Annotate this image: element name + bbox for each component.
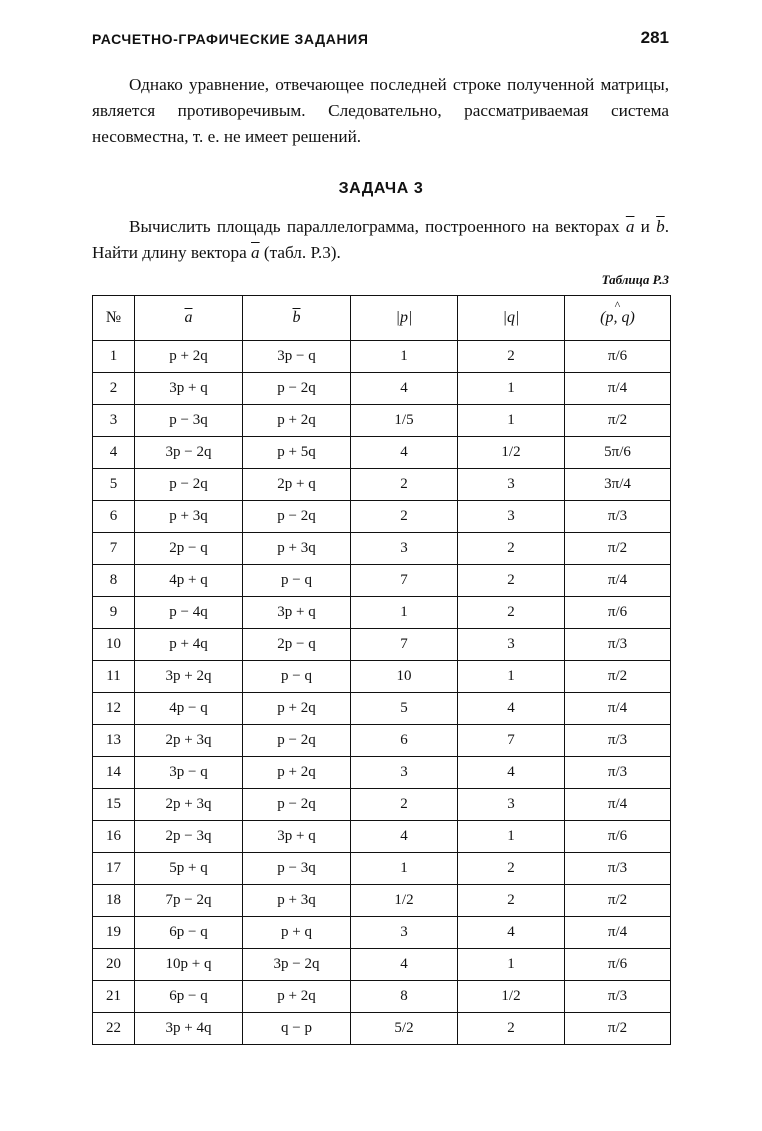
cell-number: 21 bbox=[93, 981, 135, 1013]
cell-p-magnitude: 1 bbox=[351, 597, 458, 629]
cell-number: 2 bbox=[93, 373, 135, 405]
table-row bbox=[93, 821, 671, 853]
cell-p-magnitude: 1/5 bbox=[351, 405, 458, 437]
header-vector-a: $\overline{a}$ bbox=[135, 296, 243, 341]
cell-vector-b: p − q bbox=[243, 661, 351, 693]
cell-q-magnitude: 4 bbox=[458, 917, 565, 949]
table-row bbox=[93, 981, 671, 1013]
vector-a-symbol: $\overline{a}$ bbox=[625, 217, 635, 236]
cell-p-magnitude: 3 bbox=[351, 917, 458, 949]
cell-number: 9 bbox=[93, 597, 135, 629]
cell-vector-b: p − 2q bbox=[243, 789, 351, 821]
cell-number: 5 bbox=[93, 469, 135, 501]
cell-p-magnitude: 1 bbox=[351, 341, 458, 373]
cell-q-magnitude: 1/2 bbox=[458, 981, 565, 1013]
cell-vector-b: p + 5q bbox=[243, 437, 351, 469]
table-row bbox=[93, 597, 671, 629]
cell-q-magnitude: 1 bbox=[458, 821, 565, 853]
cell-angle: π/3 bbox=[565, 853, 671, 885]
cell-number: 14 bbox=[93, 757, 135, 789]
cell-q-magnitude: 2 bbox=[458, 853, 565, 885]
vector-a-symbol-2: $\overline{a}$ bbox=[251, 243, 260, 262]
cell-angle: π/4 bbox=[565, 373, 671, 405]
cell-p-magnitude: 7 bbox=[351, 629, 458, 661]
table-caption: Таблица Р.3 bbox=[601, 272, 669, 287]
cell-vector-b: p − 2q bbox=[243, 725, 351, 757]
cell-vector-b: 2p − q bbox=[243, 629, 351, 661]
table-row bbox=[93, 565, 671, 597]
task-text-1: Вычислить площадь параллелограмма, построенного на векторах bbox=[129, 217, 626, 236]
cell-number: 13 bbox=[93, 725, 135, 757]
cell-vector-a: p − 2q bbox=[135, 469, 243, 501]
cell-vector-a: 6p − q bbox=[135, 981, 243, 1013]
cell-vector-a: 3p + 2q bbox=[135, 661, 243, 693]
cell-q-magnitude: 3 bbox=[458, 501, 565, 533]
table-row bbox=[93, 949, 671, 981]
cell-p-magnitude: 5/2 bbox=[351, 1013, 458, 1045]
cell-vector-a: 2p + 3q bbox=[135, 725, 243, 757]
task-text-2: . Найти длину вектора bbox=[92, 217, 669, 262]
header-q-magnitude: |q| bbox=[458, 296, 565, 341]
cell-q-magnitude: 2 bbox=[458, 1013, 565, 1045]
cell-q-magnitude: 2 bbox=[458, 533, 565, 565]
cell-vector-b: 3p + q bbox=[243, 821, 351, 853]
table-row bbox=[93, 693, 671, 725]
cell-q-magnitude: 1 bbox=[458, 949, 565, 981]
cell-q-magnitude: 2 bbox=[458, 341, 565, 373]
cell-angle: π/3 bbox=[565, 501, 671, 533]
cell-p-magnitude: 3 bbox=[351, 533, 458, 565]
cell-vector-b: p − q bbox=[243, 565, 351, 597]
cell-number: 4 bbox=[93, 437, 135, 469]
cell-vector-a: p − 3q bbox=[135, 405, 243, 437]
cell-angle: π/6 bbox=[565, 597, 671, 629]
table-row bbox=[93, 1013, 671, 1045]
cell-vector-b: p + 3q bbox=[243, 533, 351, 565]
cell-p-magnitude: 5 bbox=[351, 693, 458, 725]
page-number: 281 bbox=[640, 28, 669, 47]
cell-angle: π/3 bbox=[565, 757, 671, 789]
table-row bbox=[93, 629, 671, 661]
cell-angle: π/3 bbox=[565, 725, 671, 757]
table-row bbox=[93, 885, 671, 917]
cell-vector-a: p + 4q bbox=[135, 629, 243, 661]
cell-vector-a: 3p + q bbox=[135, 373, 243, 405]
cell-q-magnitude: 2 bbox=[458, 565, 565, 597]
cell-p-magnitude: 6 bbox=[351, 725, 458, 757]
cell-p-magnitude: 2 bbox=[351, 789, 458, 821]
cell-p-magnitude: 1 bbox=[351, 853, 458, 885]
cell-vector-b: p − 3q bbox=[243, 853, 351, 885]
cell-p-magnitude: 10 bbox=[351, 661, 458, 693]
cell-vector-a: 6p − q bbox=[135, 917, 243, 949]
cell-vector-a: 7p − 2q bbox=[135, 885, 243, 917]
cell-p-magnitude: 2 bbox=[351, 501, 458, 533]
cell-number: 7 bbox=[93, 533, 135, 565]
cell-q-magnitude: 4 bbox=[458, 693, 565, 725]
data-table bbox=[92, 295, 671, 1045]
cell-angle: 3π/4 bbox=[565, 469, 671, 501]
cell-q-magnitude: 3 bbox=[458, 629, 565, 661]
cell-number: 16 bbox=[93, 821, 135, 853]
cell-vector-a: 3p − 2q bbox=[135, 437, 243, 469]
cell-number: 12 bbox=[93, 693, 135, 725]
cell-number: 15 bbox=[93, 789, 135, 821]
cell-vector-a: 2p − 3q bbox=[135, 821, 243, 853]
cell-q-magnitude: 2 bbox=[458, 885, 565, 917]
cell-vector-b: 3p − 2q bbox=[243, 949, 351, 981]
task-text-conj: и bbox=[634, 217, 657, 236]
cell-angle: π/2 bbox=[565, 661, 671, 693]
cell-vector-b: p − 2q bbox=[243, 373, 351, 405]
cell-angle: π/4 bbox=[565, 789, 671, 821]
cell-vector-a: p + 3q bbox=[135, 501, 243, 533]
task-statement bbox=[92, 214, 669, 266]
table-row bbox=[93, 437, 671, 469]
cell-q-magnitude: 4 bbox=[458, 757, 565, 789]
cell-vector-a: p − 4q bbox=[135, 597, 243, 629]
cell-number: 10 bbox=[93, 629, 135, 661]
cell-q-magnitude: 1 bbox=[458, 661, 565, 693]
table-row bbox=[93, 469, 671, 501]
cell-number: 19 bbox=[93, 917, 135, 949]
cell-angle: π/3 bbox=[565, 629, 671, 661]
cell-p-magnitude: 4 bbox=[351, 949, 458, 981]
cell-angle: π/2 bbox=[565, 533, 671, 565]
cell-p-magnitude: 4 bbox=[351, 821, 458, 853]
cell-vector-a: p + 2q bbox=[135, 341, 243, 373]
cell-vector-b: p + 3q bbox=[243, 885, 351, 917]
cell-angle: π/2 bbox=[565, 1013, 671, 1045]
cell-number: 22 bbox=[93, 1013, 135, 1045]
cell-q-magnitude: 2 bbox=[458, 597, 565, 629]
cell-p-magnitude: 1/2 bbox=[351, 885, 458, 917]
cell-vector-a: 2p − q bbox=[135, 533, 243, 565]
cell-vector-a: 4p + q bbox=[135, 565, 243, 597]
task-heading: ЗАДАЧА 3 bbox=[338, 180, 424, 197]
cell-vector-a: 3p + 4q bbox=[135, 1013, 243, 1045]
cell-vector-b: q − p bbox=[243, 1013, 351, 1045]
cell-vector-b: p + 2q bbox=[243, 757, 351, 789]
cell-vector-b: p + q bbox=[243, 917, 351, 949]
cell-number: 6 bbox=[93, 501, 135, 533]
cell-angle: π/4 bbox=[565, 565, 671, 597]
cell-p-magnitude: 3 bbox=[351, 757, 458, 789]
cell-number: 20 bbox=[93, 949, 135, 981]
table-row bbox=[93, 917, 671, 949]
cell-vector-b: 2p + q bbox=[243, 469, 351, 501]
table-row bbox=[93, 405, 671, 437]
cell-p-magnitude: 4 bbox=[351, 373, 458, 405]
cell-q-magnitude: 1/2 bbox=[458, 437, 565, 469]
header-number: № bbox=[93, 296, 135, 341]
cell-number: 3 bbox=[93, 405, 135, 437]
running-head bbox=[92, 28, 669, 52]
cell-vector-a: 5p + q bbox=[135, 853, 243, 885]
paragraph-conclusion: Однако уравнение, отвечающее последней строке полученной матрицы, является противоречивым. Следовательно, рассматриваемая система несовместна, т. е. не имеет решений. bbox=[92, 75, 669, 146]
cell-q-magnitude: 7 bbox=[458, 725, 565, 757]
vector-b-symbol: $\overline{b}$ bbox=[656, 217, 665, 236]
table-row bbox=[93, 533, 671, 565]
cell-vector-b: p − 2q bbox=[243, 501, 351, 533]
cell-angle: π/2 bbox=[565, 405, 671, 437]
cell-angle: π/4 bbox=[565, 693, 671, 725]
table-row bbox=[93, 757, 671, 789]
table-row bbox=[93, 789, 671, 821]
header-vector-b: $\overline{b}$ bbox=[243, 296, 351, 341]
cell-angle: π/6 bbox=[565, 821, 671, 853]
cell-p-magnitude: 7 bbox=[351, 565, 458, 597]
cell-q-magnitude: 3 bbox=[458, 789, 565, 821]
header-angle: ^ (p, q) bbox=[565, 296, 671, 341]
cell-vector-a: 2p + 3q bbox=[135, 789, 243, 821]
cell-p-magnitude: 4 bbox=[351, 437, 458, 469]
cell-vector-a: 3p − q bbox=[135, 757, 243, 789]
cell-angle: π/6 bbox=[565, 341, 671, 373]
cell-vector-b: 3p + q bbox=[243, 597, 351, 629]
cell-q-magnitude: 1 bbox=[458, 405, 565, 437]
cell-vector-b: p + 2q bbox=[243, 693, 351, 725]
cell-angle: 5π/6 bbox=[565, 437, 671, 469]
cell-p-magnitude: 2 bbox=[351, 469, 458, 501]
cell-q-magnitude: 1 bbox=[458, 373, 565, 405]
header-p-magnitude: |p| bbox=[351, 296, 458, 341]
cell-angle: π/2 bbox=[565, 885, 671, 917]
table-row bbox=[93, 725, 671, 757]
cell-vector-a: 4p − q bbox=[135, 693, 243, 725]
cell-vector-b: p + 2q bbox=[243, 981, 351, 1013]
cell-angle: π/4 bbox=[565, 917, 671, 949]
cell-number: 18 bbox=[93, 885, 135, 917]
table-row bbox=[93, 341, 671, 373]
cell-number: 11 bbox=[93, 661, 135, 693]
table-row bbox=[93, 501, 671, 533]
cell-number: 1 bbox=[93, 341, 135, 373]
table-header-row bbox=[93, 296, 671, 341]
cell-vector-a: 10p + q bbox=[135, 949, 243, 981]
cell-number: 17 bbox=[93, 853, 135, 885]
cell-vector-b: p + 2q bbox=[243, 405, 351, 437]
cell-number: 8 bbox=[93, 565, 135, 597]
task-text-3: (табл. Р.3). bbox=[259, 243, 341, 262]
table-row bbox=[93, 853, 671, 885]
cell-vector-b: 3p − q bbox=[243, 341, 351, 373]
table-row bbox=[93, 661, 671, 693]
cell-q-magnitude: 3 bbox=[458, 469, 565, 501]
cell-angle: π/3 bbox=[565, 981, 671, 1013]
cell-angle: π/6 bbox=[565, 949, 671, 981]
running-head-title: РАСЧЕТНО-ГРАФИЧЕСКИЕ ЗАДАНИЯ bbox=[92, 31, 369, 47]
table-row bbox=[93, 373, 671, 405]
cell-p-magnitude: 8 bbox=[351, 981, 458, 1013]
